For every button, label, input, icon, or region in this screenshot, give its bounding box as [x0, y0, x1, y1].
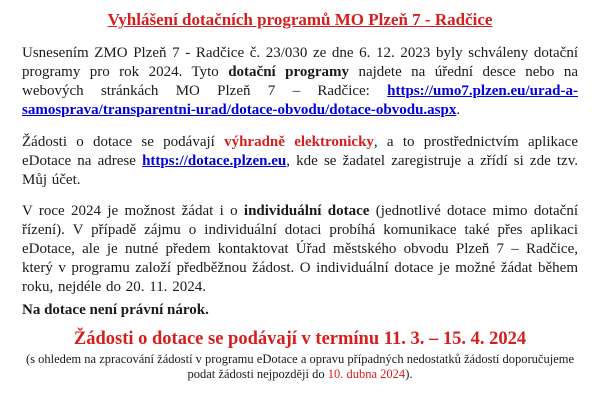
paragraph-individual — [22, 202, 578, 297]
paragraph-resolution — [22, 44, 578, 120]
footnote-text: ). — [405, 367, 413, 381]
paragraph-text: najdete na úřední desce nebo na webových stránkách MO Plzeň 7 – Radčice: — [22, 64, 578, 99]
link-edotace[interactable]: https://dotace.plzen.eu — [142, 153, 287, 169]
paragraph-text: , kde se žadatel zaregistruje a zřídí si zde tzv. Můj účet. — [22, 153, 578, 188]
bold-phrase: dotační programy — [228, 64, 350, 80]
paragraph-text: . — [456, 102, 461, 118]
red-bold-phrase: výhradně elektronicky — [224, 134, 374, 150]
paragraph-text: , a to prostřednictvím aplikace eDotace na adrese — [22, 134, 578, 169]
paragraph-text: (jednotlivé dotace mimo dotační řízení). V případě zájmu o individuální dotaci probíhá komunikace také přes aplikaci eDotace, ale je nutné předem kontaktovat Úřad městského obvodu Plzeň 7 – Radčice, který v programu založí předběžnou žádost. O individuální dotace je možné žádat během roku, nejdéle do 20. 11. 2024. — [22, 203, 578, 295]
footnote — [22, 352, 578, 382]
footnote-text: (s ohledem na zpracování žádostí v programu eDotace a opravu případných nedostatků žádostí doporučujeme podat žádosti nejpozději do — [25, 352, 575, 381]
deadline-heading: Žádosti o dotace se podávají v termínu 11. 3. – 15. 4. 2024 — [73, 329, 527, 349]
paragraph-text: V roce 2024 je možnost žádat i o — [22, 203, 244, 219]
note-no-legal-claim: Na dotace není právní nárok. — [22, 302, 209, 318]
document-title: Vyhlášení dotačních programů MO Plzeň 7 - Radčice — [107, 10, 493, 29]
footnote-red-date: 10. dubna 2024 — [327, 367, 406, 381]
paragraph-text: Usnesením ZMO Plzeň 7 - Radčice č. 23/030 ze dne 6. 12. 2023 byly schváleny dotační programy pro rok 2024. Tyto — [22, 45, 578, 80]
bold-phrase: individuální dotace — [243, 203, 370, 219]
paragraph-applications — [22, 133, 578, 190]
paragraph-text: Žádosti o dotace se podávají — [22, 134, 225, 150]
link-umo7-dotace-obvodu[interactable]: https://umo7.plzen.eu/urad-a-samosprava/transparentni-urad/dotace-obvodu/dotace-obvodu.aspx — [22, 83, 578, 118]
